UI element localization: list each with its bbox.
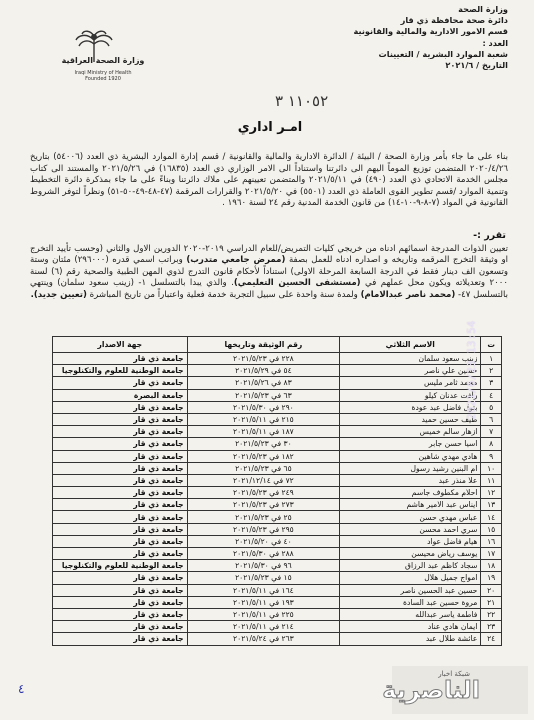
row-seq: ١٣ xyxy=(481,499,502,511)
row-document: ٢٢٥ في ٢٠٢١/٥/١١ xyxy=(187,608,340,620)
row-source: جامعة ذي قار xyxy=(53,523,188,535)
letterhead-text xyxy=(248,4,508,71)
table-row xyxy=(53,353,502,365)
row-name: ايناس عبد الامير هاشم xyxy=(340,499,481,511)
decision-text-c: . والذي يبدا بالتسلسل ١- (زينب سعود سلمان) وينتهي بالتسلسل ٤٧- xyxy=(30,278,508,300)
table-row xyxy=(53,462,502,474)
row-document: ١٩٣ في ٢٠٢١/٥/١١ xyxy=(187,596,340,608)
watermark-logo xyxy=(382,666,528,714)
ministry-name-ar: وزارة الصحة العراقية xyxy=(61,56,145,65)
photo-timestamp xyxy=(445,120,478,420)
row-seq: ١٦ xyxy=(481,535,502,547)
header-number: العدد : xyxy=(482,37,508,48)
row-source: جامعة ذي قار xyxy=(53,596,188,608)
row-seq: ٢٤ xyxy=(481,633,502,645)
row-name: محمد ثامر مليس xyxy=(340,377,481,389)
row-name: مروة حسين عبد السادة xyxy=(340,596,481,608)
row-name: هادي مهدي شاهين xyxy=(340,450,481,462)
header-date: التاريخ / ٢٠٢١/٦ xyxy=(445,60,508,71)
row-seq: ٥ xyxy=(481,401,502,413)
row-name: زينب سعود سلمان xyxy=(340,353,481,365)
row-seq: ٢٠ xyxy=(481,584,502,596)
row-document: ٢١٤ في ٢٠٢١/٥/١١ xyxy=(187,621,340,633)
ministry-name-en xyxy=(46,70,160,82)
col-name-header: الاسم الثلاثي xyxy=(340,337,481,353)
table-row xyxy=(53,401,502,413)
header-department: قسم الامور الادارية والمالية والقانونية xyxy=(353,26,508,37)
table-row xyxy=(53,523,502,535)
row-document: ٢٨٨ في ٢٠٢١/٥/٣٠ xyxy=(187,548,340,560)
table-row xyxy=(53,548,502,560)
row-source: جامعة ذي قار xyxy=(53,401,188,413)
row-seq: ١١ xyxy=(481,474,502,486)
table-row xyxy=(53,377,502,389)
row-name: رأفت عدنان كيلو xyxy=(340,389,481,401)
watermark-top: شبكة اخبار xyxy=(438,670,470,678)
handwritten-corner-mark: ٤ xyxy=(18,682,25,696)
row-name: علا منذر عبد xyxy=(340,474,481,486)
row-document: ٢٤٩ في ٢٠٢١/٥/٢٣ xyxy=(187,487,340,499)
row-name: اسيا حسن جابر xyxy=(340,438,481,450)
decision-workplace: (مستشفى الحسين التعليمي) xyxy=(233,278,361,289)
row-name: ام البنين رشيد رسول xyxy=(340,462,481,474)
row-document: ١٥ في ٢٠٢١/٥/٢٣ xyxy=(187,572,340,584)
row-name: فاطمة ياسر عبدالله xyxy=(340,608,481,620)
table-row xyxy=(53,426,502,438)
table-row xyxy=(53,511,502,523)
intro-paragraph: بناء على ما جاء بأمر وزارة الصحة / البيئة / الدائرة الادارية والمالية والقانونية / قسم إدارة الموارد البشرية ذي العدد (٥٤٠٠٦) بتاريخ ٢٠٢٠/٤/٢٦ المتضمن توزيع الموماً اليهم الى دائرتنا واستناداً الى الامر الوزاري ذي العدد (١٦٨٣٥) في ٢٠٢١/٥/٢٦ والمستند الى كتاب مجلس الخدمة الاتحادي ذي العدد (٤٩٠) في ٢٠٢١/٥/١١ والمتضمن تعيينهم على ملاك دائرتنا وبناءً على ما جاء بمذكرة دائرة التخطيط وتنمية الموارد /قسم تطوير القوى العاملة ذي العدد (٥٥٠١) في ٢٠٢١/٥/٢٠ والقرارات المرقمة (٤٧-٤٨-٤٩-٥٠-٥١) ونظراً لتوفر الشروط القانونية في المواد (٧-٨-٩-١٠-١٤) من قانون الخدمة المدنية رقم ٢٤ لسنة ١٩٦٠ . xyxy=(30,152,509,209)
decision-role: (ممرض جامعي متدرب) xyxy=(186,255,286,266)
header-directorate: دائرة صحة محافظة ذي قار xyxy=(400,15,508,26)
row-source: جامعة ذي قار xyxy=(53,487,188,499)
row-name: عباس مهدي حسن xyxy=(340,511,481,523)
row-seq: ٢ xyxy=(481,365,502,377)
row-source: جامعة ذي قار xyxy=(53,584,188,596)
decision-text-b: وبراتب اسمي قدره (٢٩٦٠٠٠) مئتان وستة وتسعون الف دينار فقط في الدرجة السابعة المرحلة الاولى) استناداً لأحكام قانون التدرج لذوي المهن الطبية والصحية رقم (٦) لسنة ٢٠٠٠ وتعديلاته ويكون محل عملهم في xyxy=(30,255,508,289)
row-document: ١٨٢ في ٢٠٢١/٥/٢٣ xyxy=(187,450,340,462)
row-seq: ٢٣ xyxy=(481,621,502,633)
row-seq: ٣ xyxy=(481,377,502,389)
table-row xyxy=(53,499,502,511)
row-document: ٢٢٨ في ٢٠٢١/٥/٢٣ xyxy=(187,353,340,365)
row-source: جامعة الوطنية للعلوم والتكنلوجيا xyxy=(53,365,188,377)
row-document: ٢٩٠ في ٢٠٢١/٥/٣٠ xyxy=(187,401,340,413)
row-name: امواج جميل هلال xyxy=(340,572,481,584)
row-source: جامعة ذي قار xyxy=(53,474,188,486)
decided-heading: تقرر :- xyxy=(473,230,506,241)
photo-timestamp-text: 2021/6/23 13:54 xyxy=(465,320,478,420)
decision-status: (تعيين جديد). xyxy=(30,289,87,300)
table-header-row xyxy=(53,337,502,353)
table-row xyxy=(53,608,502,620)
row-document: ١٨٧ في ٢٠٢١/٥/١١ xyxy=(187,426,340,438)
row-name: سري احمد محسن xyxy=(340,523,481,535)
row-source: جامعة ذي قار xyxy=(53,633,188,645)
header-section: شعبة الموارد البشرية / التعيينات xyxy=(378,48,508,59)
handwritten-reference: ١١٠٥٢ ٣ xyxy=(275,92,329,110)
row-document: ٨٣ في ٢٠٢١/٥/٢٦ xyxy=(187,377,340,389)
watermark-main: الناصرية xyxy=(382,676,480,704)
table-row xyxy=(53,584,502,596)
row-seq: ١٤ xyxy=(481,511,502,523)
row-seq: ٢٢ xyxy=(481,608,502,620)
row-seq: ٤ xyxy=(481,389,502,401)
decision-text-a: تعيين الذوات المدرجة اسمائهم ادناه من خريجي كليات التمريض/للعام الدراسي ٢٠١٩-٢٠٢٠ الدورين الاول والثاني (وحسب تأييد التخرج او وثيقة التخرج المرقمه وتاريخه و اصداره ادناه للعمل بصفة xyxy=(30,244,508,266)
table-row xyxy=(53,596,502,608)
row-document: ٥٤ في ٢٠٢١/٥/٢٩ xyxy=(187,365,340,377)
row-seq: ٢١ xyxy=(481,596,502,608)
row-document: ٣٠ في ٢٠٢١/٥/٢٣ xyxy=(187,438,340,450)
row-document: ٧٢ في ٢٠٢١/١٢/١٤ xyxy=(187,474,340,486)
page-title: امـر اداري xyxy=(237,120,303,135)
ministry-name-en-text: Iraqi Ministry of Health xyxy=(74,70,132,76)
row-source: جامعة ذي قار xyxy=(53,450,188,462)
row-document: ٤٠ في ٢٠٢١/٥/٢٠ xyxy=(187,535,340,547)
row-document: ٢٥ في ٢٠٢١/٥/٢٣ xyxy=(187,511,340,523)
row-source: جامعة البصرة xyxy=(53,389,188,401)
decision-text-d: ولمدة سنة واحدة على سبيل التجربة خدمة فعلية واعتباراً من تاريخ المباشرة xyxy=(86,289,361,300)
table-row xyxy=(53,438,502,450)
decision-paragraph xyxy=(30,244,508,301)
row-name: هيام فاضل عواد xyxy=(340,535,481,547)
ministry-founded: Founded 1920 xyxy=(85,76,121,82)
row-document: ٦٣ في ٢٠٢١/٥/٢٣ xyxy=(187,389,340,401)
table-row xyxy=(53,572,502,584)
table-row xyxy=(53,389,502,401)
row-source: جامعة ذي قار xyxy=(53,535,188,547)
row-name: عائشة طلال عبد xyxy=(340,633,481,645)
row-source: جامعة ذي قار xyxy=(53,608,188,620)
col-source-header: جهة الاصدار xyxy=(53,337,188,353)
row-document: ٢٧٣ في ٢٠٢١/٥/٢٣ xyxy=(187,499,340,511)
header-ministry: وزارة الصحة xyxy=(458,4,508,14)
table-row xyxy=(53,487,502,499)
row-seq: ١٢ xyxy=(481,487,502,499)
row-seq: ١٧ xyxy=(481,548,502,560)
table-body xyxy=(53,353,502,646)
table-row xyxy=(53,535,502,547)
row-name: حسين علي ناصر xyxy=(340,365,481,377)
row-seq: ٦ xyxy=(481,413,502,425)
row-document: ٢٦٣ في ٢٠٢١/٥/٢٤ xyxy=(187,633,340,645)
table-row xyxy=(53,365,502,377)
row-name: يوسف رياض محيسن xyxy=(340,548,481,560)
row-source: جامعة الوطنية للعلوم والتكنلوجيا xyxy=(53,560,188,572)
row-source: جامعة ذي قار xyxy=(53,377,188,389)
table-row xyxy=(53,450,502,462)
table-row xyxy=(53,474,502,486)
row-seq: ٨ xyxy=(481,438,502,450)
row-name: ازهار سالم خميس xyxy=(340,426,481,438)
row-source: جامعة ذي قار xyxy=(53,548,188,560)
row-seq: ١٨ xyxy=(481,560,502,572)
row-source: جامعة ذي قار xyxy=(53,511,188,523)
decision-last-name: (محمد ناصر عبدالامام) xyxy=(360,289,456,300)
row-source: جامعة ذي قار xyxy=(53,499,188,511)
row-seq: ٧ xyxy=(481,426,502,438)
row-source: جامعة ذي قار xyxy=(53,621,188,633)
row-seq: ١٠ xyxy=(481,462,502,474)
col-seq-header: ت xyxy=(481,337,502,353)
row-seq: ١ xyxy=(481,353,502,365)
row-name: احلام مكطوف جاسم xyxy=(340,487,481,499)
row-seq: ١٩ xyxy=(481,572,502,584)
row-name: ايمان هادي عناد xyxy=(340,621,481,633)
row-source: جامعة ذي قار xyxy=(53,353,188,365)
row-document: ٢٩٥ في ٢٠٢١/٥/٢٣ xyxy=(187,523,340,535)
row-source: جامعة ذي قار xyxy=(53,572,188,584)
row-name: بتول فاضل عبد عودة xyxy=(340,401,481,413)
row-seq: ٩ xyxy=(481,450,502,462)
row-document: ١٦٤ في ٢٠٢١/٥/١١ xyxy=(187,584,340,596)
row-document: ٩٦ في ٢٠٢١/٥/٣٠ xyxy=(187,560,340,572)
row-source: جامعة ذي قار xyxy=(53,413,188,425)
row-name: طيف حسين حميد xyxy=(340,413,481,425)
row-source: جامعة ذي قار xyxy=(53,426,188,438)
table-row xyxy=(53,633,502,645)
row-name: سجاد كاظم عبد الرزاق xyxy=(340,560,481,572)
row-seq: ١٥ xyxy=(481,523,502,535)
row-source: جامعة ذي قار xyxy=(53,462,188,474)
row-document: ٢١٥ في ٢٠٢١/٥/١١ xyxy=(187,413,340,425)
table-row xyxy=(53,560,502,572)
table-row xyxy=(53,413,502,425)
table-row xyxy=(53,621,502,633)
col-doc-header: رقم الوثيقة وتاريخها xyxy=(187,337,340,353)
row-document: ٦٥ في ٢٠٢١/٥/٢٣ xyxy=(187,462,340,474)
row-name: حسين عبد الحسين ناصر xyxy=(340,584,481,596)
row-source: جامعة ذي قار xyxy=(53,438,188,450)
appointees-table xyxy=(52,336,502,646)
